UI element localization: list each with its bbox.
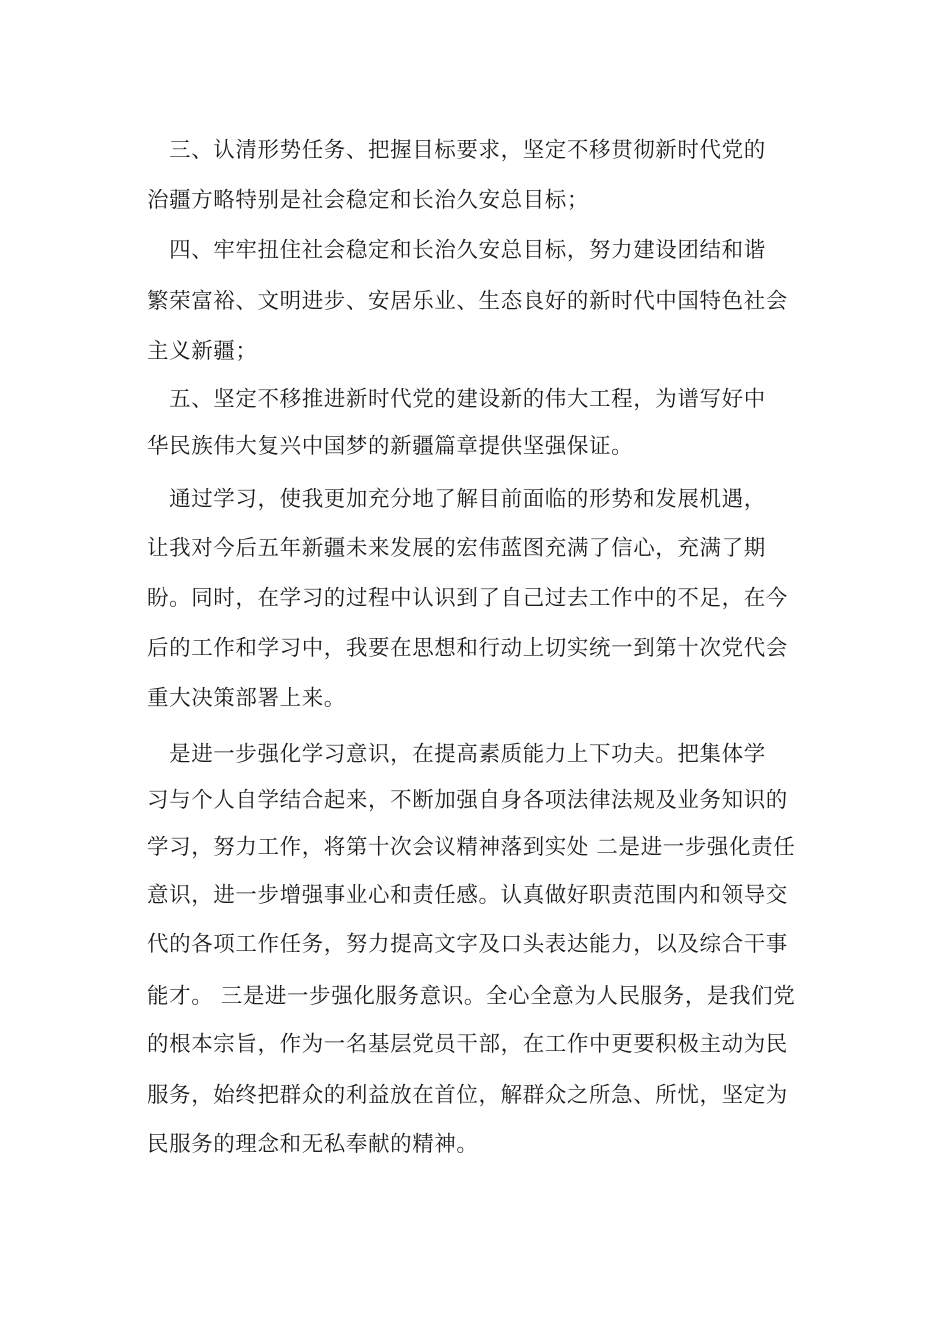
- text-line: 让我对今后五年新疆未来发展的宏伟蓝图充满了信心，充满了期: [147, 536, 766, 561]
- text-line: 华民族伟大复兴中国梦的新疆篇章提供坚强保证。: [147, 434, 634, 459]
- text-line: 重大决策部署上来。: [147, 686, 346, 711]
- text-line: 主义新疆；: [147, 339, 258, 364]
- text-line: 服务，始终把群众的利益放在首位，解群众之所急、所忧，坚定为: [147, 1083, 788, 1108]
- text-line: 繁荣富裕、文明进步、安居乐业、生态良好的新时代中国特色社会: [147, 289, 788, 314]
- text-line: 治疆方略特别是社会稳定和长治久安总目标；: [147, 188, 590, 213]
- text-line: 四、牢牢扭住社会稳定和长治久安总目标，努力建设团结和谐: [147, 238, 766, 263]
- text-line: 学习，努力工作，将第十次会议精神落到实处 二是进一步强化责任: [147, 835, 796, 860]
- text-line: 五、坚定不移推进新时代党的建设新的伟大工程，为谱写好中: [147, 387, 766, 412]
- text-line: 盼。同时，在学习的过程中认识到了自己过去工作中的不足，在今: [147, 586, 788, 611]
- text-line: 能才。 三是进一步强化服务意识。全心全意为人民服务，是我们党: [147, 984, 796, 1009]
- text-line: 意识，进一步增强事业心和责任感。认真做好职责范围内和领导交: [147, 883, 788, 908]
- text-line: 后的工作和学习中，我要在思想和行动上切实统一到第十次党代会: [147, 636, 788, 661]
- text-line: 的根本宗旨，作为一名基层党员干部，在工作中更要积极主动为民: [147, 1032, 788, 1057]
- text-line: 民服务的理念和无私奉献的精神。: [147, 1132, 479, 1157]
- text-line: 是进一步强化学习意识，在提高素质能力上下功夫。把集体学: [147, 742, 766, 767]
- text-line: 习与个人自学结合起来，不断加强自身各项法律法规及业务知识的: [147, 788, 788, 813]
- text-line: 三、认清形势任务、把握目标要求，坚定不移贯彻新时代党的: [147, 138, 766, 163]
- text-line: 通过学习，使我更加充分地了解目前面临的形势和发展机遇，: [147, 487, 766, 512]
- text-line: 代的各项工作任务，努力提高文字及口头表达能力，以及综合干事: [147, 932, 788, 957]
